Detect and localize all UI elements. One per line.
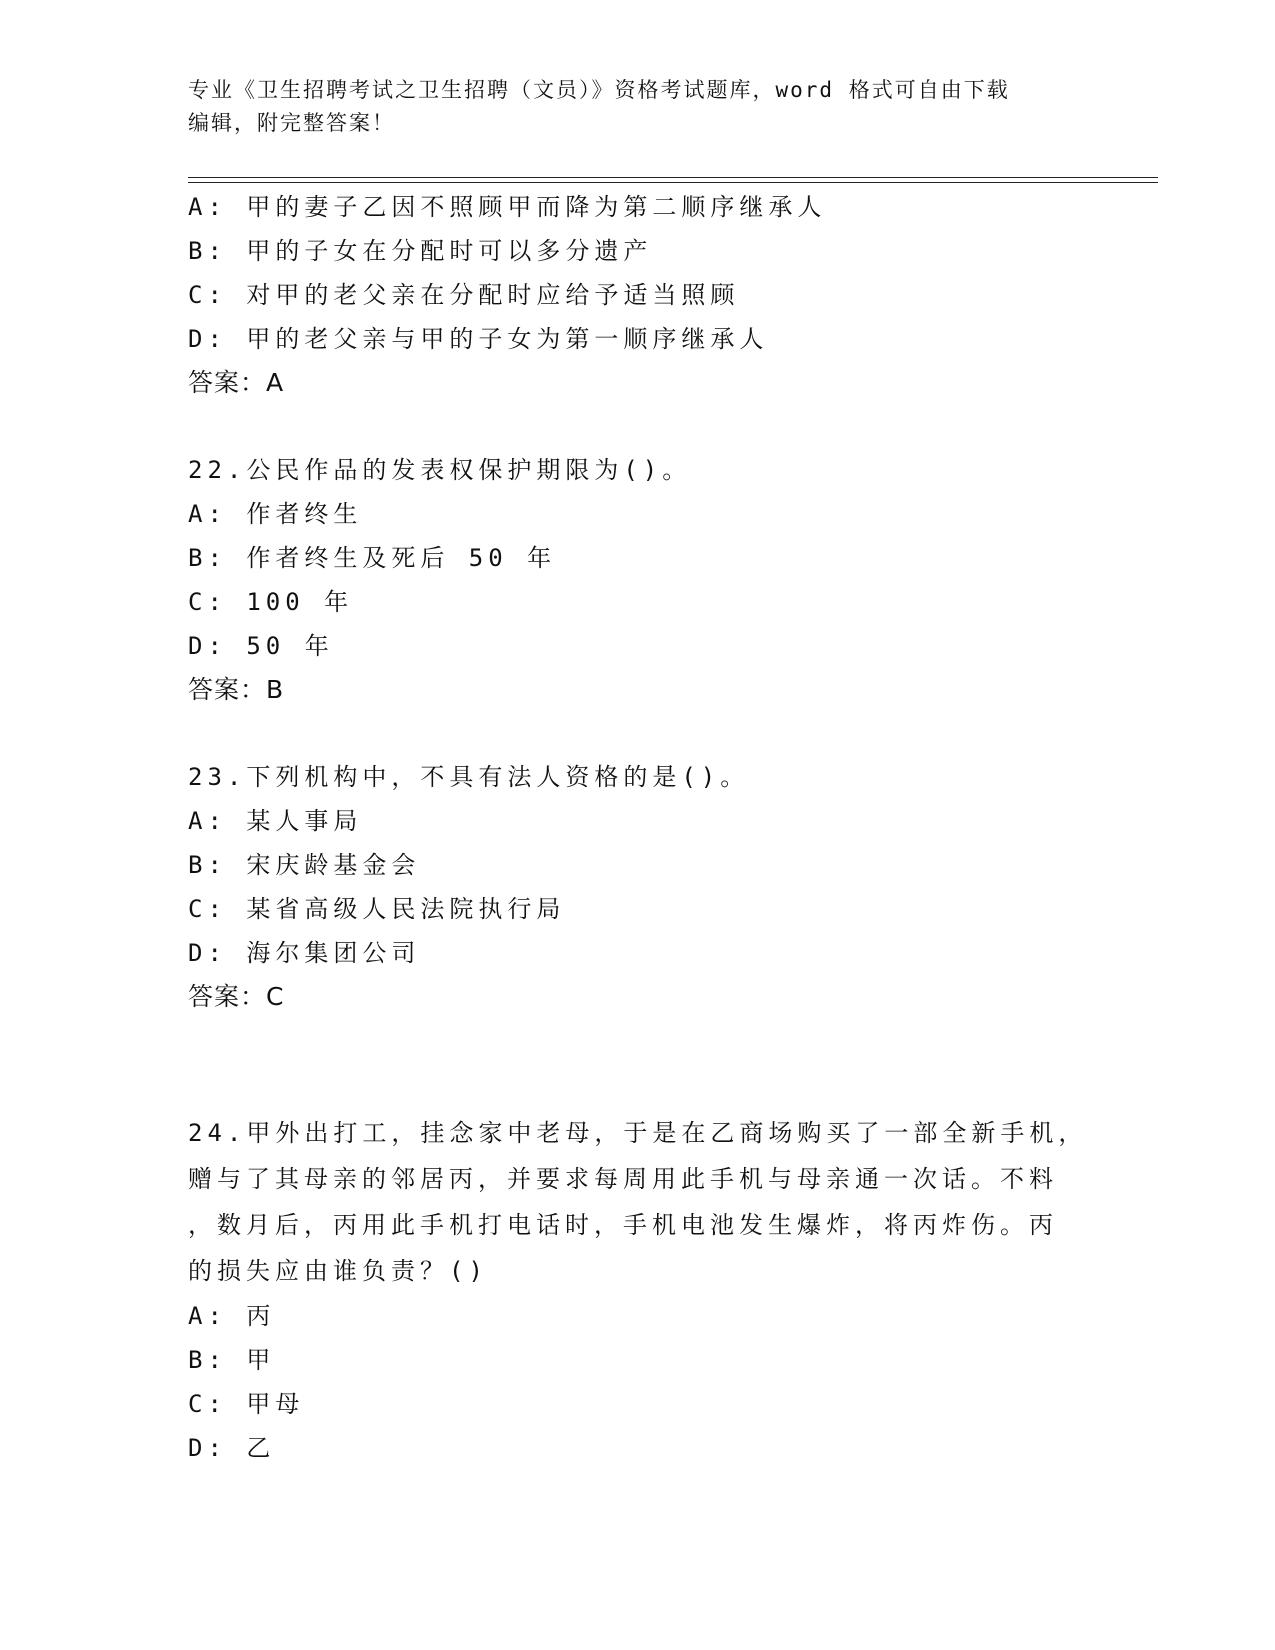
q24-question-line: 赠与了其母亲的邻居丙，并要求每周用此手机与母亲通一次话。不料 <box>188 1165 1058 1193</box>
q21-option-b: B: 甲的子女在分配时可以多分遗产 <box>188 237 653 265</box>
q23-option-d: D: 海尔集团公司 <box>188 939 421 967</box>
header-line-2: 编辑，附完整答案！ <box>188 111 395 135</box>
q22-option-b: B: 作者终生及死后 50 年 <box>188 544 557 572</box>
header-divider-bottom <box>188 182 1158 183</box>
q24-question-line: ，数月后，丙用此手机打电话时，手机电池发生爆炸，将丙炸伤。丙 <box>188 1211 1058 1239</box>
q24-option-c: C: 甲母 <box>188 1390 305 1418</box>
q21-answer: 答案：A <box>188 368 285 397</box>
q24-question-line: 的损失应由谁负责？() <box>188 1257 488 1285</box>
header-line-1: 专业《卫生招聘考试之卫生招聘（文员）》资格考试题库，word 格式可自由下载 <box>188 78 1010 102</box>
q23-option-a: A: 某人事局 <box>188 807 363 835</box>
q24-question-line: 24.甲外出打工，挂念家中老母，于是在乙商场购买了一部全新手机， <box>188 1119 1088 1147</box>
q22-question: 22.公民作品的发表权保护期限为()。 <box>188 456 692 484</box>
q23-question: 23.下列机构中，不具有法人资格的是()。 <box>188 763 750 791</box>
q21-option-d: D: 甲的老父亲与甲的子女为第一顺序继承人 <box>188 325 769 353</box>
q21-option-a: A: 甲的妻子乙因不照顾甲而降为第二顺序继承人 <box>188 193 827 221</box>
q21-option-c: C: 对甲的老父亲在分配时应给予适当照顾 <box>188 281 740 309</box>
q23-option-b: B: 宋庆龄基金会 <box>188 851 421 879</box>
q22-option-d: D: 50 年 <box>188 632 334 660</box>
document-header <box>188 74 1088 140</box>
q23-answer: 答案：C <box>188 982 285 1011</box>
q22-option-a: A: 作者终生 <box>188 500 363 528</box>
q23-option-c: C: 某省高级人民法院执行局 <box>188 895 566 923</box>
q24-option-b: B: 甲 <box>188 1346 276 1374</box>
q24-option-a: A: 丙 <box>188 1302 276 1330</box>
header-divider-top <box>188 177 1158 178</box>
q22-answer: 答案：B <box>188 675 285 704</box>
q24-option-d: D: 乙 <box>188 1434 276 1462</box>
q22-option-c: C: 100 年 <box>188 588 354 616</box>
q24-question <box>188 1110 1088 1294</box>
